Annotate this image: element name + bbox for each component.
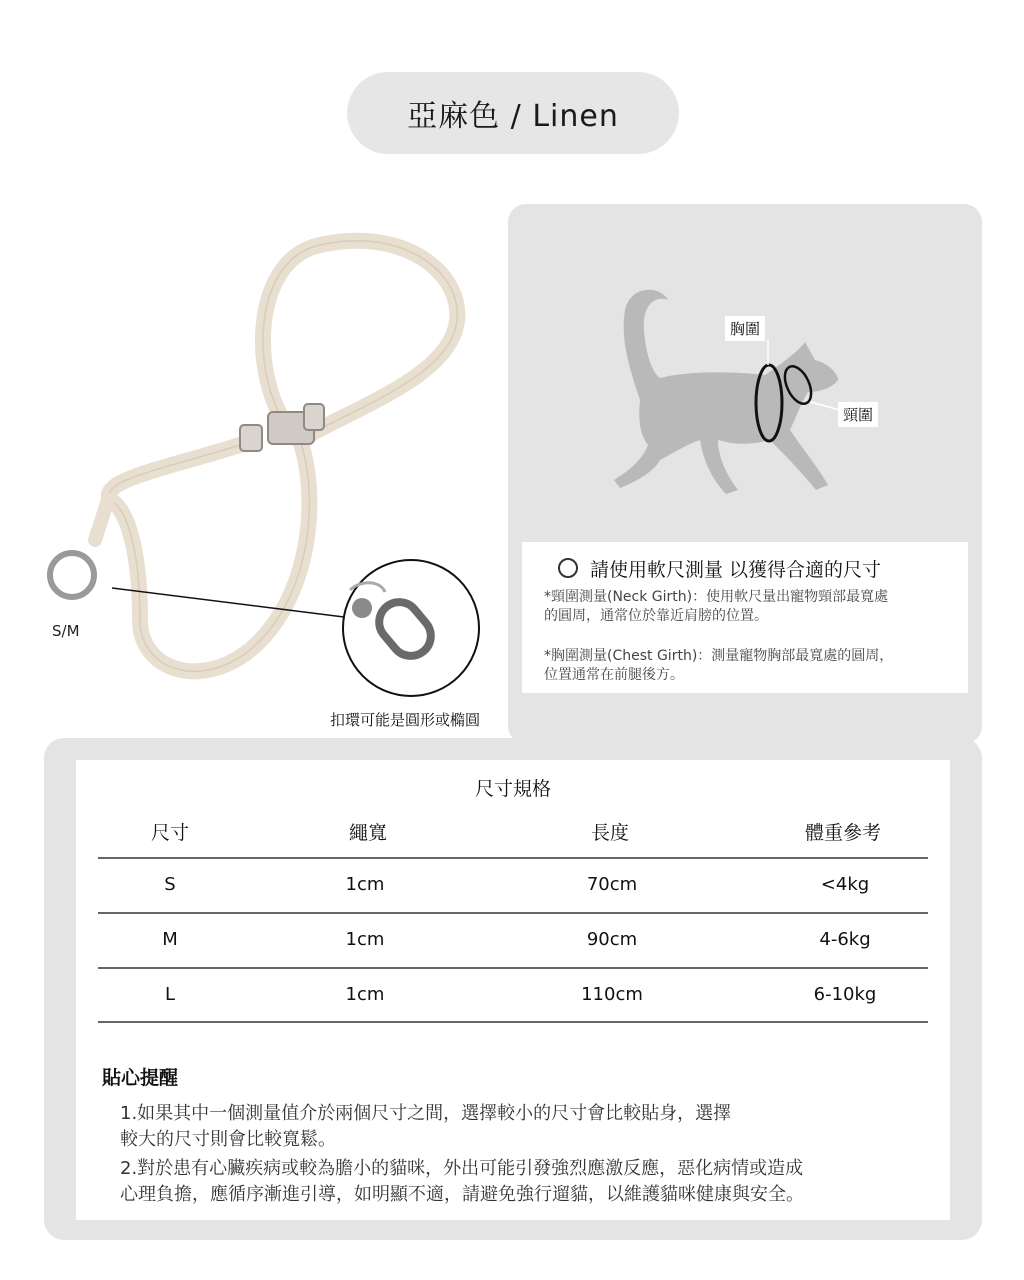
- table-divider: [98, 1021, 928, 1023]
- neck-measure-line1: *頸圍測量(Neck Girth)：使用軟尺量出寵物頸部最寬處: [544, 589, 889, 605]
- o-ring: [50, 553, 94, 597]
- measure-heading: 請使用軟尺測量 以獲得合適的尺寸: [590, 559, 882, 581]
- slider-left: [240, 425, 262, 451]
- neck-measure-line2: 的圓周，通常位於靠近肩膀的位置。: [544, 608, 768, 624]
- color-title-pill: [347, 72, 679, 154]
- table-divider: [98, 857, 928, 859]
- table-row-m-length: 90cm: [586, 929, 638, 950]
- table-row-s-width: 1cm: [345, 874, 385, 895]
- col-header-size: 尺寸: [150, 822, 189, 844]
- color-title: 亞麻色 / Linen: [407, 99, 619, 134]
- col-header-width: 繩寬: [348, 822, 387, 844]
- size-table-title: 尺寸規格: [474, 778, 551, 800]
- table-row-s-length: 70cm: [586, 874, 638, 895]
- table-divider: [98, 967, 928, 969]
- table-divider: [98, 912, 928, 914]
- tip1-line1: 1.如果其中一個測量值介於兩個尺寸之間，選擇較小的尺寸會比較貼身，選擇: [120, 1103, 732, 1124]
- tape-measure-icon: [558, 558, 578, 578]
- table-row-m-size: M: [162, 929, 178, 950]
- table-row-m-weight: 4-6kg: [819, 929, 871, 950]
- table-row-m-width: 1cm: [345, 929, 385, 950]
- table-row-l-length: 110cm: [581, 984, 643, 1005]
- neck-girth-label: 頸圍: [838, 402, 878, 427]
- table-row-s-weight: <4kg: [820, 874, 870, 895]
- tips-title: 貼心提醒: [102, 1067, 179, 1089]
- tip2-line2: 心理負擔，應循序漸進引導，如明顯不適，請避免強行遛貓，以維護貓咪健康與安全。: [120, 1184, 804, 1205]
- chest-measure-line2: 位置通常在前腿後方。: [544, 667, 684, 683]
- size-label: S/M: [52, 622, 80, 640]
- clasp-note: 扣環可能是圓形或橢圓: [330, 711, 481, 729]
- clasp-zoom-circle: [343, 560, 479, 696]
- table-row-l-weight: 6-10kg: [813, 984, 877, 1005]
- slider-right: [304, 404, 324, 430]
- table-row-l-width: 1cm: [345, 984, 385, 1005]
- chest-girth-label: 胸圍: [725, 316, 765, 341]
- table-row-s-size: S: [164, 874, 176, 895]
- col-header-weight: 體重參考: [804, 822, 881, 844]
- tip1-line2: 較大的尺寸則會比較寬鬆。: [120, 1129, 336, 1150]
- chest-measure-line1: *胸圍測量(Chest Girth)：測量寵物胸部最寬處的圓周，: [544, 648, 894, 664]
- table-row-l-size: L: [164, 984, 176, 1005]
- col-header-length: 長度: [590, 822, 629, 844]
- tip2-line1: 2.對於患有心臟疾病或較為膽小的貓咪，外出可能引發強烈應激反應，惡化病情或造成: [120, 1158, 804, 1179]
- cat-silhouette: [600, 280, 860, 510]
